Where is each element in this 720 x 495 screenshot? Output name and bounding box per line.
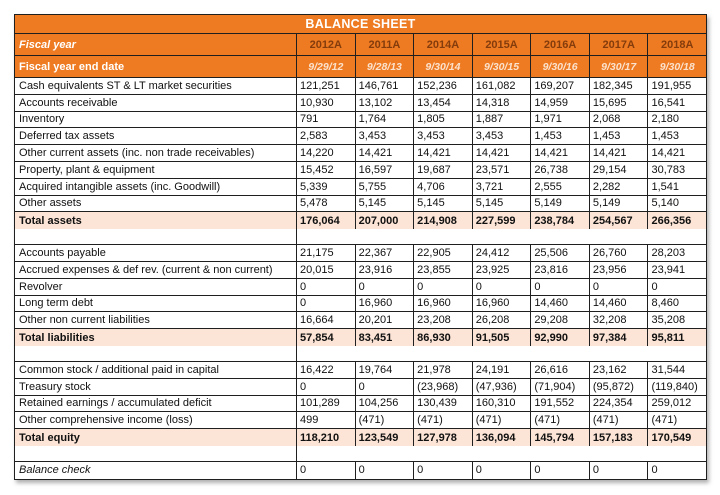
value-cell: 0	[297, 379, 356, 395]
end-date-cell: 9/30/16	[531, 56, 590, 77]
balance-check-label: Balance check	[15, 462, 297, 479]
value-cell: 2,583	[297, 128, 356, 144]
row-label: Revolver	[15, 279, 297, 295]
value-cell: 29,208	[531, 312, 590, 328]
table-row	[15, 128, 706, 145]
fiscal-year-end-date-label: Fiscal year end date	[15, 56, 297, 77]
section-assets	[15, 78, 706, 229]
total-row	[15, 212, 706, 229]
value-cell: 10,930	[297, 95, 356, 111]
balance-check-value-cell: 0	[651, 464, 658, 477]
value-cell: 227,599	[473, 212, 532, 229]
value-cell: 16,597	[356, 162, 415, 178]
value-cell: 5,339	[297, 179, 356, 195]
total-row	[15, 429, 706, 446]
value-cell: 14,421	[590, 145, 649, 161]
value-cell: 14,460	[531, 296, 590, 312]
table-row	[15, 396, 706, 413]
row-label: Total liabilities	[15, 329, 297, 346]
table-row	[15, 95, 706, 112]
row-label: Accrued expenses & def rev. (current & non current)	[15, 262, 297, 278]
value-cell: 146,761	[356, 78, 415, 94]
value-cell: 14,421	[356, 145, 415, 161]
fiscal-year-row	[15, 34, 706, 56]
value-cell: 238,784	[531, 212, 590, 229]
value-cell: 5,145	[356, 196, 415, 212]
table-row	[15, 362, 706, 379]
value-cell: 0	[590, 279, 649, 295]
value-cell: 3,453	[356, 128, 415, 144]
title-row	[15, 15, 706, 34]
value-cell: 23,816	[531, 262, 590, 278]
value-cell: 3,453	[473, 128, 532, 144]
value-cell: 499	[297, 412, 356, 428]
row-label: Other non current liabilities	[15, 312, 297, 328]
end-date-cell: 9/30/18	[659, 60, 695, 73]
row-label: Treasury stock	[15, 379, 297, 395]
balance-sheet-table	[14, 14, 707, 480]
value-cell: (95,872)	[590, 379, 649, 395]
value-cell: 13,454	[414, 95, 473, 111]
value-cell: 104,256	[356, 396, 415, 412]
section-equity	[15, 362, 706, 446]
value-cell: 14,421	[473, 145, 532, 161]
value-cell: 0	[473, 279, 532, 295]
row-label: Total equity	[15, 429, 297, 446]
end-date-cell: 9/30/15	[473, 56, 532, 77]
value-cell: 118,210	[297, 429, 356, 446]
value-cell: 24,412	[473, 245, 532, 261]
value-cell: 207,000	[356, 212, 415, 229]
value-cell: 1,805	[414, 112, 473, 128]
value-cell: (471)	[473, 412, 532, 428]
value-cell: 26,616	[531, 362, 590, 378]
spacer-cell	[15, 346, 297, 361]
row-label: Total assets	[15, 212, 297, 229]
value-cell: 5,140	[651, 197, 679, 210]
year-header-cell: 2017A	[590, 34, 649, 55]
row-label: Other current assets (inc. non trade receivables)	[15, 145, 297, 161]
value-cell: 214,908	[414, 212, 473, 229]
value-cell: 23,941	[651, 263, 686, 276]
value-cell: 123,549	[356, 429, 415, 446]
value-cell: 26,738	[531, 162, 590, 178]
value-cell: 14,460	[590, 296, 649, 312]
value-cell: 97,384	[590, 329, 649, 346]
value-cell: 0	[297, 296, 356, 312]
value-cell: 791	[297, 112, 356, 128]
balance-check-value-cell: 0	[473, 462, 532, 479]
table-row	[15, 78, 706, 95]
balance-check-value-cell: 0	[297, 462, 356, 479]
value-cell: 157,183	[590, 429, 649, 446]
value-cell: 5,149	[531, 196, 590, 212]
value-cell: 23,956	[590, 262, 649, 278]
table-row	[15, 245, 706, 262]
value-cell: 14,318	[473, 95, 532, 111]
value-cell: 16,960	[473, 296, 532, 312]
year-header-cell: 2011A	[356, 34, 415, 55]
value-cell: (119,840)	[651, 380, 698, 393]
value-cell: 91,505	[473, 329, 532, 346]
balance-check-row	[15, 462, 706, 479]
value-cell: 23,162	[590, 362, 649, 378]
row-label: Accounts payable	[15, 245, 297, 261]
value-cell: 161,082	[473, 78, 532, 94]
value-cell: 1,887	[473, 112, 532, 128]
value-cell: (471)	[414, 412, 473, 428]
value-cell: (47,936)	[473, 379, 532, 395]
value-cell: 16,960	[414, 296, 473, 312]
value-cell: 29,154	[590, 162, 649, 178]
value-cell: 127,978	[414, 429, 473, 446]
year-header-cell: 2012A	[297, 34, 356, 55]
value-cell: 14,220	[297, 145, 356, 161]
value-cell: 1,453	[590, 128, 649, 144]
row-label: Deferred tax assets	[15, 128, 297, 144]
value-cell: 0	[651, 280, 658, 293]
row-label: Common stock / additional paid in capital	[15, 362, 297, 378]
table-row	[15, 196, 706, 213]
value-cell: 23,571	[473, 162, 532, 178]
value-cell: 5,149	[590, 196, 649, 212]
table-row	[15, 296, 706, 313]
value-cell: 1,453	[531, 128, 590, 144]
table-row	[15, 379, 706, 396]
total-row	[15, 329, 706, 346]
balance-check-value-cell: 0	[356, 462, 415, 479]
value-cell: 15,695	[590, 95, 649, 111]
value-cell: 22,367	[356, 245, 415, 261]
value-cell: 23,916	[356, 262, 415, 278]
value-cell: 1,453	[651, 130, 679, 143]
value-cell: 2,068	[590, 112, 649, 128]
balance-check-value-cell: 0	[531, 462, 590, 479]
value-cell: 130,439	[414, 396, 473, 412]
value-cell: 8,460	[651, 297, 679, 310]
value-cell: 25,506	[531, 245, 590, 261]
end-date-cell: 9/28/13	[356, 56, 415, 77]
value-cell: 28,203	[651, 247, 686, 260]
value-cell: 23,208	[414, 312, 473, 328]
value-cell: 20,201	[356, 312, 415, 328]
value-cell: 14,421	[414, 145, 473, 161]
value-cell: 2,282	[590, 179, 649, 195]
value-cell: 16,664	[297, 312, 356, 328]
value-cell: 0	[356, 379, 415, 395]
year-header-cell: 2018A	[661, 38, 694, 51]
value-cell: 191,955	[651, 79, 692, 92]
value-cell: 101,289	[297, 396, 356, 412]
value-cell: 16,541	[651, 96, 686, 109]
value-cell: 14,421	[531, 145, 590, 161]
value-cell: (471)	[356, 412, 415, 428]
table-row	[15, 279, 706, 296]
value-cell: 14,959	[531, 95, 590, 111]
value-cell: 22,905	[414, 245, 473, 261]
value-cell: (471)	[651, 414, 678, 427]
value-cell: 5,755	[356, 179, 415, 195]
value-cell: (471)	[531, 412, 590, 428]
value-cell: 1,971	[531, 112, 590, 128]
value-cell: 169,207	[531, 78, 590, 94]
value-cell: 152,236	[414, 78, 473, 94]
value-cell: 30,783	[651, 163, 686, 176]
value-cell: 1,541	[651, 180, 679, 193]
value-cell: 26,760	[590, 245, 649, 261]
value-cell: 121,251	[297, 78, 356, 94]
value-cell: 32,208	[590, 312, 649, 328]
table-row	[15, 112, 706, 129]
row-label: Cash equivalents ST & LT market securities	[15, 78, 297, 94]
value-cell: 35,208	[651, 314, 686, 327]
value-cell: 2,180	[651, 113, 679, 126]
row-label: Inventory	[15, 112, 297, 128]
table-row	[15, 145, 706, 162]
value-cell: 14,421	[651, 147, 686, 160]
value-cell: 19,764	[356, 362, 415, 378]
value-cell: 0	[414, 279, 473, 295]
value-cell: 1,764	[356, 112, 415, 128]
table-row	[15, 412, 706, 429]
value-cell: 23,855	[414, 262, 473, 278]
value-cell: 13,102	[356, 95, 415, 111]
value-cell: 19,687	[414, 162, 473, 178]
row-label: Acquired intangible assets (inc. Goodwill)	[15, 179, 297, 195]
value-cell: 2,555	[531, 179, 590, 195]
value-cell: 145,794	[531, 429, 590, 446]
value-cell: 3,453	[414, 128, 473, 144]
value-cell: 23,925	[473, 262, 532, 278]
value-cell: 95,811	[651, 331, 685, 344]
value-cell: 191,552	[531, 396, 590, 412]
spacer-cell	[15, 446, 297, 461]
spacer-row	[15, 346, 706, 362]
row-label: Other comprehensive income (loss)	[15, 412, 297, 428]
spacer-row	[15, 229, 706, 245]
value-cell: 26,208	[473, 312, 532, 328]
value-cell: 83,451	[356, 329, 415, 346]
table-row	[15, 179, 706, 196]
value-cell: 0	[297, 279, 356, 295]
end-date-cell: 9/29/12	[297, 56, 356, 77]
row-label: Long term debt	[15, 296, 297, 312]
value-cell: 170,549	[651, 431, 692, 444]
spacer-row	[15, 446, 706, 462]
table-row	[15, 312, 706, 329]
row-label: Retained earnings / accumulated deficit	[15, 396, 297, 412]
value-cell: 16,422	[297, 362, 356, 378]
value-cell: (23,968)	[414, 379, 473, 395]
value-cell: 5,478	[297, 196, 356, 212]
value-cell: 182,345	[590, 78, 649, 94]
row-label: Property, plant & equipment	[15, 162, 297, 178]
value-cell: 20,015	[297, 262, 356, 278]
table-title: BALANCE SHEET	[305, 17, 416, 31]
table-row	[15, 162, 706, 179]
value-cell: 254,567	[590, 212, 649, 229]
value-cell: 160,310	[473, 396, 532, 412]
table-row	[15, 262, 706, 279]
value-cell: 21,978	[414, 362, 473, 378]
value-cell: 21,175	[297, 245, 356, 261]
value-cell: 259,012	[651, 397, 692, 410]
value-cell: 16,960	[356, 296, 415, 312]
year-header-cell: 2014A	[414, 34, 473, 55]
balance-check-value-cell: 0	[590, 462, 649, 479]
value-cell: 31,544	[651, 363, 686, 376]
row-label: Accounts receivable	[15, 95, 297, 111]
value-cell: 4,706	[414, 179, 473, 195]
end-date-cell: 9/30/17	[590, 56, 649, 77]
year-header-cell: 2016A	[531, 34, 590, 55]
end-date-cell: 9/30/14	[414, 56, 473, 77]
value-cell: 0	[531, 279, 590, 295]
value-cell: (471)	[590, 412, 649, 428]
value-cell: 92,990	[531, 329, 590, 346]
value-cell: 5,145	[414, 196, 473, 212]
value-cell: 15,452	[297, 162, 356, 178]
spacer-cell	[15, 229, 297, 244]
value-cell: (71,904)	[531, 379, 590, 395]
value-cell: 0	[356, 279, 415, 295]
value-cell: 5,145	[473, 196, 532, 212]
section-liabilities	[15, 245, 706, 346]
value-cell: 86,930	[414, 329, 473, 346]
value-cell: 57,854	[297, 329, 356, 346]
value-cell: 176,064	[297, 212, 356, 229]
value-cell: 266,356	[651, 214, 692, 227]
balance-check-value-cell: 0	[414, 462, 473, 479]
fiscal-year-label: Fiscal year	[15, 34, 297, 55]
value-cell: 24,191	[473, 362, 532, 378]
fiscal-year-end-date-row	[15, 56, 706, 78]
value-cell: 136,094	[473, 429, 532, 446]
value-cell: 3,721	[473, 179, 532, 195]
value-cell: 224,354	[590, 396, 649, 412]
row-label: Other assets	[15, 196, 297, 212]
year-header-cell: 2015A	[473, 34, 532, 55]
